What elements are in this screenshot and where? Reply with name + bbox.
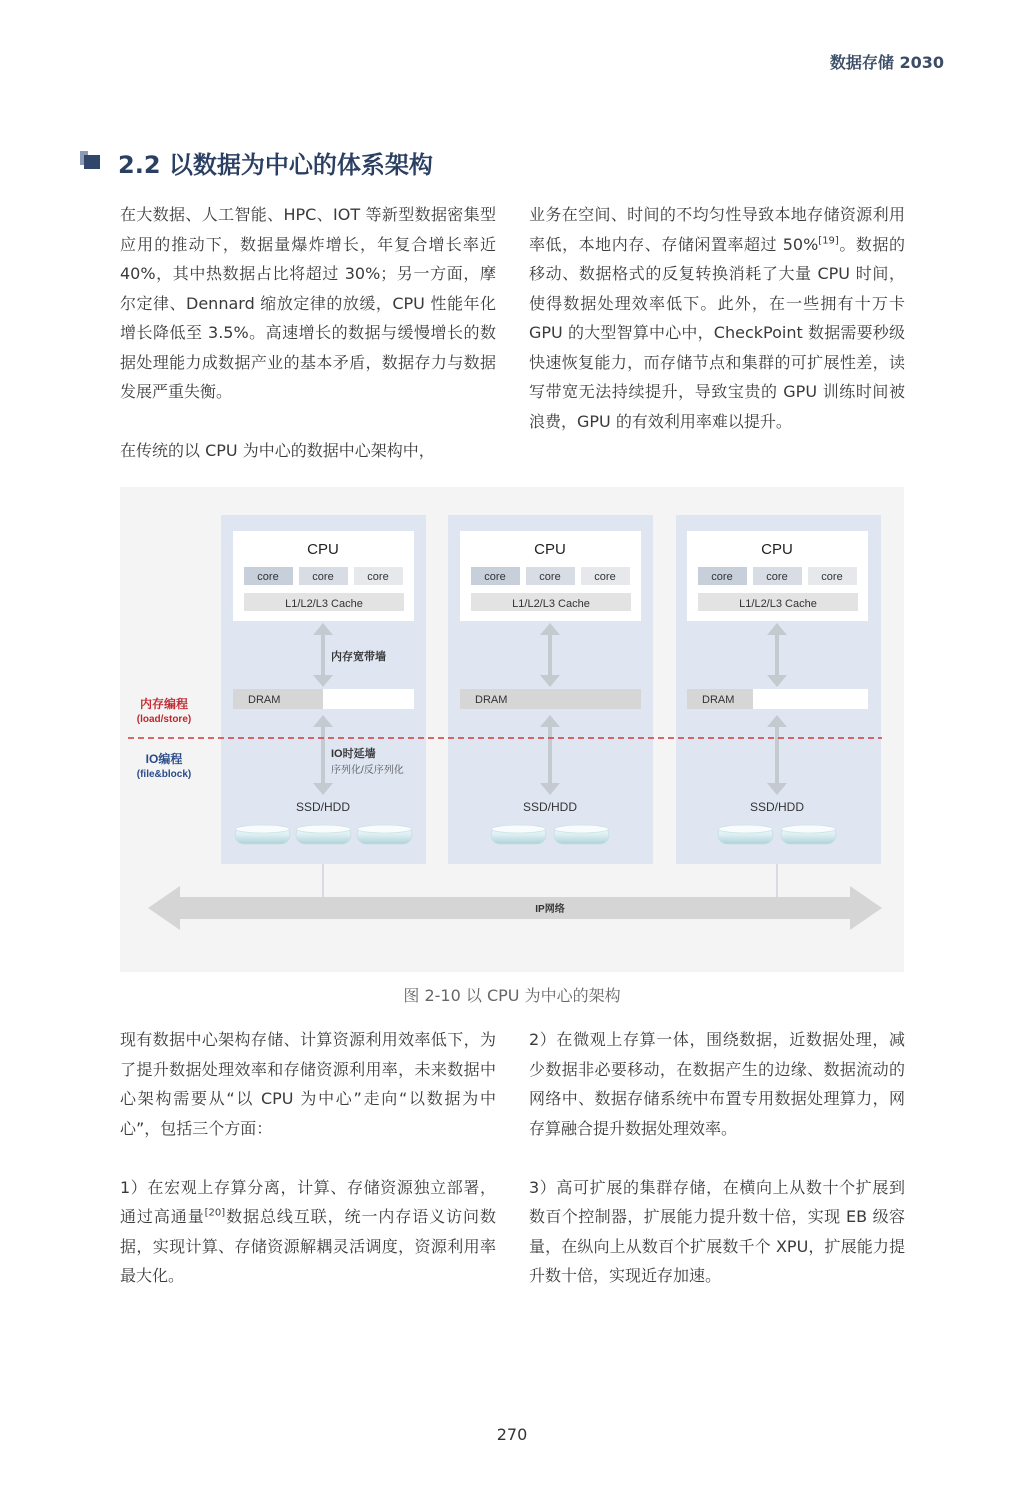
disk-icon (781, 825, 836, 844)
intro-right-column (529, 200, 905, 436)
io-programming-sublabel: (file&block) (136, 769, 192, 780)
cache-label: L1/L2/L3 Cache (739, 598, 817, 610)
dram-label: DRAM (475, 694, 508, 706)
memory-programming-label: 内存编程 (139, 697, 189, 711)
text-run: 。数据的移动、数据格式的反复转换消耗了大量 CPU 时间，使得数据处理效率低下。此外，在一些拥有十万卡 GPU 的大型智算中心中，CheckPoint 数据需要秒级快速恢复能力，而存储节点和集群的可扩展性差，读写带宽无法持续提升，导致宝贵的 GPU 训练时间被浪费，GPU 的有效利用率难以提升。 (529, 234, 905, 431)
paragraph (120, 1173, 496, 1291)
text-run: 数据总线互联，统一内存语义访问数据，实现计算、存储资源解耦灵活调度，资源利用率最大化。 (120, 1207, 496, 1285)
storage-label: SSD/HDD (749, 800, 805, 814)
architecture-diagram (120, 487, 904, 972)
cpu-label: CPU (307, 541, 339, 558)
paragraph: 2）在微观上存算一体，围绕数据，近数据处理，减少数据非必要移动，在数据产生的边缘、数据流动的网络中、数据存储系统中布置专用数据处理算力，网存算融合提升数据处理效率。 (529, 1030, 905, 1138)
disk-icon (235, 825, 290, 844)
dram-label: DRAM (248, 694, 281, 706)
figure-caption: 图 2-10 以 CPU 为中心的架构 (403, 986, 621, 1005)
running-header: 数据存储 2030 (829, 53, 944, 72)
disk-icon (296, 825, 351, 844)
network-arrow-icon (148, 886, 882, 930)
core-label: core (821, 571, 843, 583)
core-label: core (312, 571, 334, 583)
core-label: core (484, 571, 506, 583)
memory-programming-sublabel: (load/store) (136, 714, 192, 725)
page-number: 270 (496, 1425, 528, 1444)
server-node-2 (448, 515, 653, 864)
section-heading (80, 142, 433, 182)
paragraph: 在传统的以 CPU 为中心的数据中心架构中， (120, 441, 435, 460)
disk-icon (718, 825, 773, 844)
core-label: core (766, 571, 788, 583)
intro-left-column (120, 200, 496, 466)
core-label: core (257, 571, 279, 583)
cpu-label: CPU (534, 541, 566, 558)
storage-label: SSD/HDD (522, 800, 578, 814)
paragraph: 现有数据中心架构存储、计算资源利用效率低下，为了提升数据处理效率和存储资源利用率，未来数据中心架构需要从“以 CPU 为中心”走向“以数据为中心”，包括三个方面： (120, 1030, 496, 1138)
server-node-1 (221, 515, 426, 864)
paragraph: 在大数据、人工智能、HPC、IOT 等新型数据密集型应用的推动下，数据量爆炸增长，年复合增长率近 40%，其中热数据占比将超过 30%；另一方面，摩尔定律、Dennard 缩放定律的放缓，CPU 性能年化增长降低至 3.5%。高速增长的数据与缓慢增长的数据处理能力成数据产业的基本矛盾，数据存力与数据发展严重失衡。 (120, 205, 496, 401)
section-title: 2.2 以数据为中心的体系架构 (118, 150, 433, 179)
io-programming-label: IO编程 (145, 752, 183, 766)
cpu-label: CPU (761, 541, 793, 558)
body-right-column (529, 1025, 905, 1291)
paragraph (529, 200, 905, 436)
io-wall-label: IO时延墙 (331, 748, 376, 760)
io-wall-sublabel: 序列化/反序列化 (331, 765, 404, 776)
core-label: core (367, 571, 389, 583)
reference-20[interactable]: [20] (204, 1207, 226, 1219)
body-left-column (120, 1025, 496, 1291)
disk-icon (357, 825, 412, 844)
text-run: 1）在宏观上存算分离，计算、存储资源独立部署，通过高通量 (120, 1177, 496, 1226)
dram-label: DRAM (702, 694, 735, 706)
memory-wall-label: 内存宽带墙 (331, 651, 386, 663)
reference-19[interactable]: [19] (818, 235, 839, 247)
paragraph: 3）高可扩展的集群存储，在横向上从数十个扩展到数百个控制器，扩展能力提升数十倍，实现 EB 级容量，在纵向上从数百个扩展数千个 XPU，扩展能力提升数十倍，实现近存加速。 (529, 1177, 905, 1285)
cache-label: L1/L2/L3 Cache (512, 598, 590, 610)
core-label: core (711, 571, 733, 583)
core-label: core (594, 571, 616, 583)
disk-icon (491, 825, 546, 844)
server-node-3 (676, 515, 881, 864)
cache-label: L1/L2/L3 Cache (285, 598, 363, 610)
section-square-icon (80, 151, 102, 173)
core-label: core (539, 571, 561, 583)
text-run: 业务在空间、时间的不均匀性导致本地存储资源利用率低，本地内存、存储闲置率超过 50% (529, 205, 905, 254)
network-label: IP网络 (535, 904, 565, 915)
storage-label: SSD/HDD (295, 800, 351, 814)
disk-icon (554, 825, 609, 844)
architecture-figure (120, 487, 904, 972)
